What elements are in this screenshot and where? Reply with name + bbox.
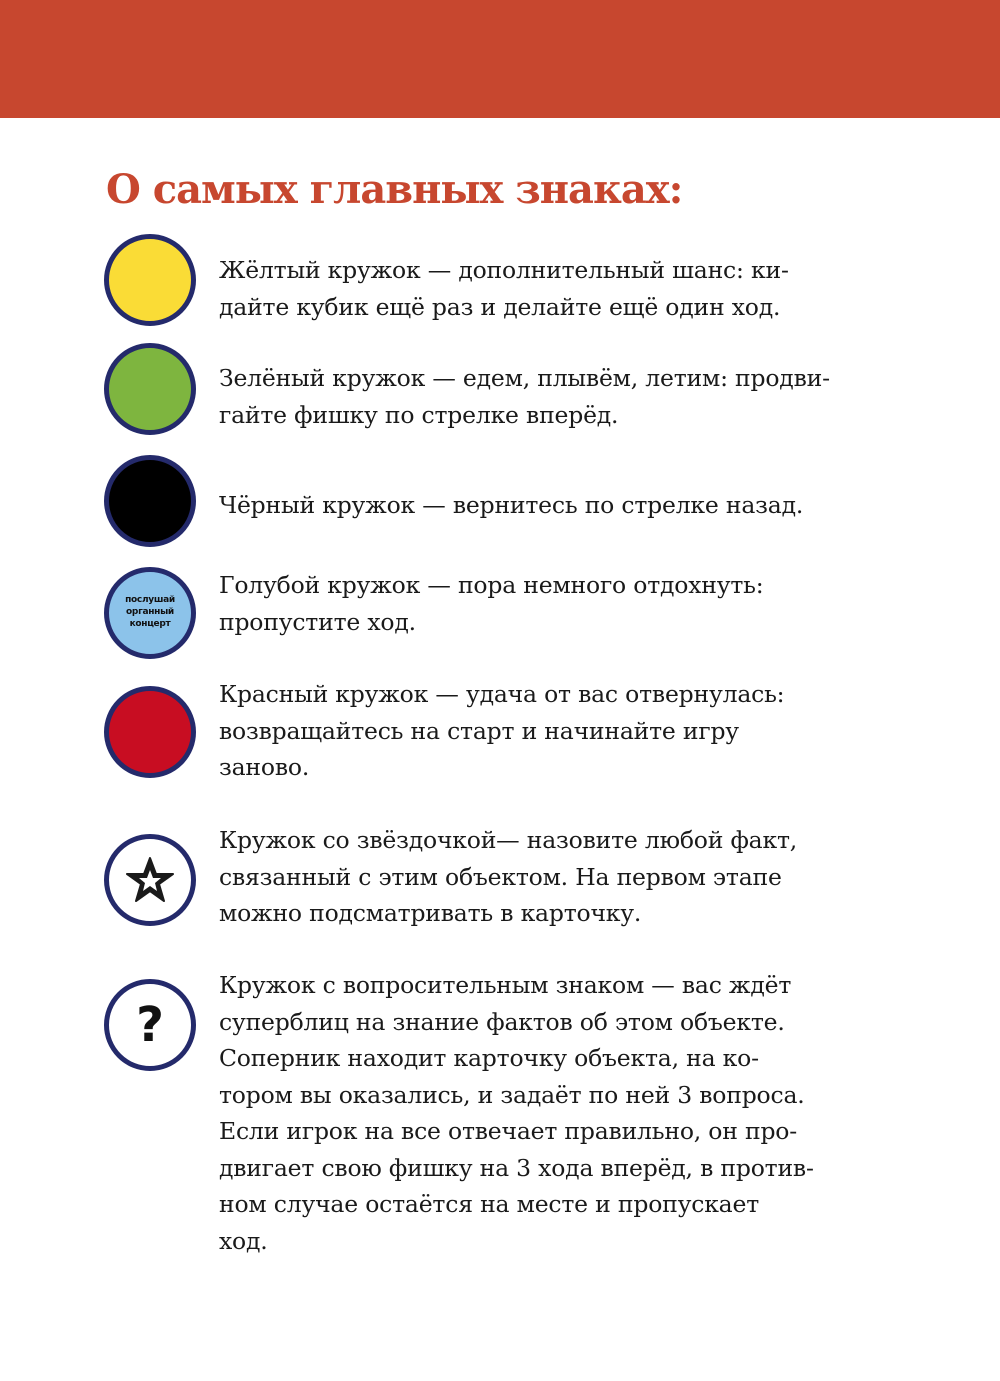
sign-description [219,360,919,433]
white-circle-icon [104,979,196,1071]
text-line: пропустите ход. [219,607,416,636]
sign-description [219,487,919,524]
circle-label: послушай органный концерт [125,595,175,629]
black-circle-icon [104,455,196,547]
text-line: возвращайтесь на старт и начинайте игру [219,716,739,745]
page-title: О самых главных знаках: [106,166,683,213]
text-line: дайте кубик ещё раз и делайте ещё один ход. [219,292,781,321]
sign-description [219,676,919,786]
text-line: Зелёный кружок — едем, плывём, летим: продви- [219,364,830,392]
text-line: ход. [219,1226,268,1255]
text-line: Кружок со звёздочкой— назовите любой факт, [219,826,798,854]
blue-circle-icon [104,567,196,659]
sign-description [219,567,919,640]
text-line: гайте фишку по стрелке вперёд. [219,400,619,429]
text-line: связанный с этим объектом. На первом этапе [219,862,782,891]
text-line: Если игрок на все отвечает правильно, он про- [219,1117,797,1145]
text-line: Чёрный кружок — вернитесь по стрелке назад. [219,491,804,519]
sign-description [219,822,919,932]
white-circle-icon [104,834,196,926]
text-line: Жёлтый кружок — дополнительный шанс: ки- [219,256,789,284]
star-icon [125,856,175,904]
text-line: Соперник находит карточку объекта, на ко- [219,1044,759,1072]
text-line: Кружок с вопросительным знаком — вас ждёт [219,971,792,999]
sign-description [219,967,919,1259]
sign-description [219,252,919,325]
green-circle-icon [104,343,196,435]
top-banner [0,0,1000,118]
text-line: можно подсматривать в карточку. [219,899,642,927]
text-line: двигает свою фишку на 3 хода вперёд, в против- [219,1153,814,1182]
red-circle-icon [104,686,196,778]
text-line: тором вы оказались, и задаёт по ней 3 вопроса. [219,1080,805,1109]
text-line: Голубой кружок — пора немного отдохнуть: [219,571,764,599]
yellow-circle-icon [104,234,196,326]
text-line: суперблиц на знание фактов об этом объекте. [219,1007,785,1036]
text-line: заново. [219,753,310,781]
text-line: ном случае остаётся на месте и пропускает [219,1190,759,1218]
question-mark-icon: ? [136,997,164,1053]
text-line: Красный кружок — удача от вас отвернулась: [219,680,785,708]
